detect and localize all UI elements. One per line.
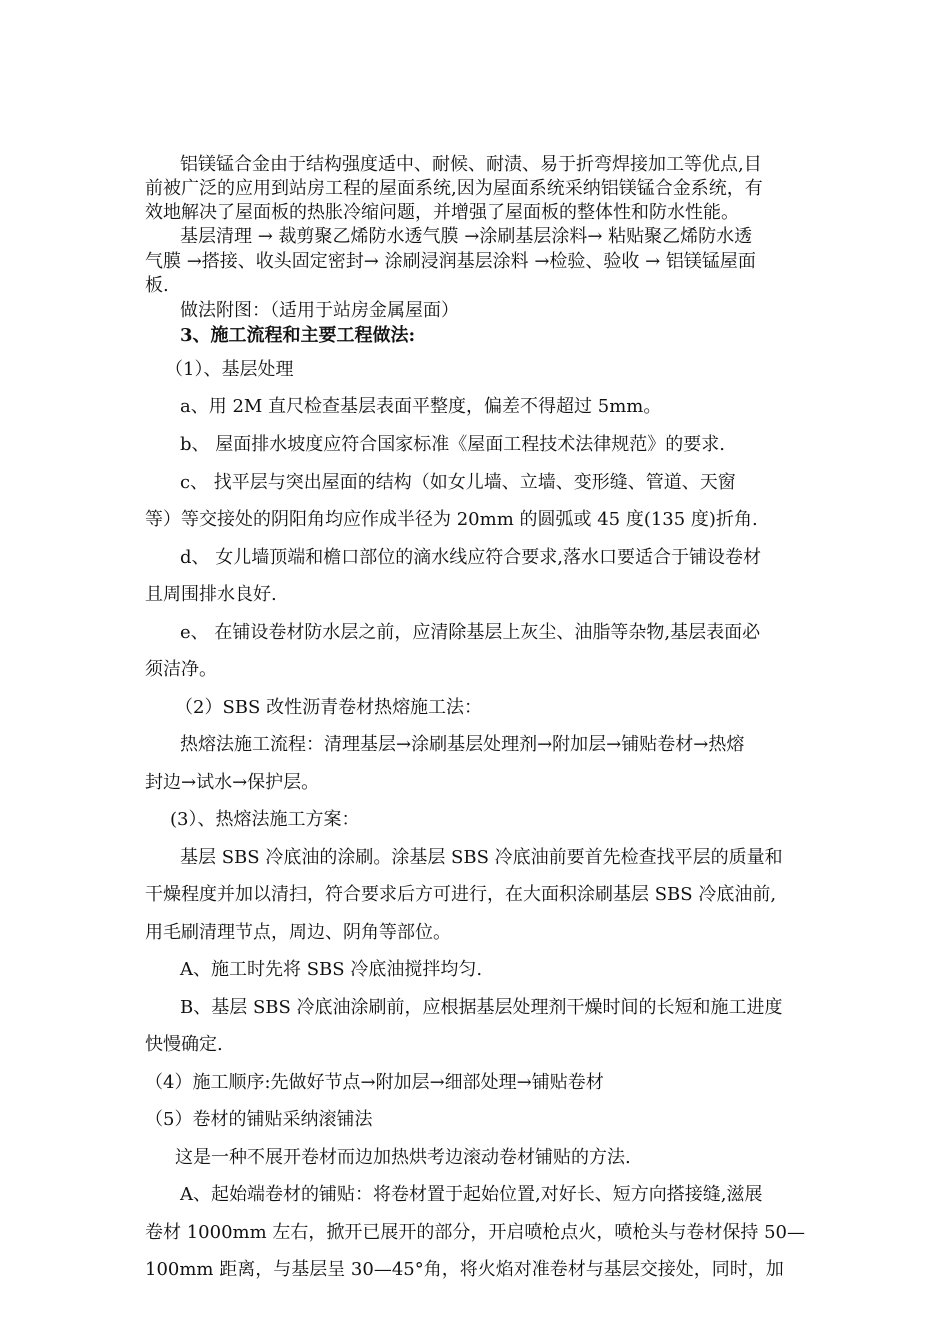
subsection-heading: （5）卷材的铺贴采纳滚铺法	[145, 1109, 373, 1130]
subsection-heading: （2）SBS 改性沥青卷材热熔施工法：	[175, 697, 483, 718]
text-line: 基层 SBS 冷底油的涂刷。涂基层 SBS 冷底油前要首先检查找平层的质量和	[180, 847, 783, 868]
text-line: 封边→试水→保护层。	[145, 772, 320, 793]
text-line: 等）等交接处的阴阳角均应作成半径为 20mm 的圆弧或 45 度(135 度)折角.	[145, 509, 758, 530]
text-line: A、施工时先将 SBS 冷底油搅拌均匀.	[180, 959, 483, 980]
text-line: 干燥程度并加以清扫，符合要求后方可进行，在大面积涂刷基层 SBS 冷底油前,	[145, 884, 777, 905]
subsection-heading: （4）施工顺序:先做好节点→附加层→细部处理→铺贴卷材	[145, 1072, 604, 1093]
text-line: 这是一种不展开卷材而边加热烘考边滚动卷材铺贴的方法.	[175, 1147, 631, 1168]
text-line: 前被广泛的应用到站房工程的屋面系统,因为屋面系统采纳铝镁锰合金系统，有	[145, 178, 763, 199]
text-line: 板.	[145, 275, 169, 296]
text-line: 须洁净。	[145, 659, 217, 680]
text-line: 基层清理 → 裁剪聚乙烯防水透气膜 →涂刷基层涂料→ 粘贴聚乙烯防水透	[180, 226, 753, 247]
text-line: 快慢确定.	[145, 1034, 223, 1055]
text-line: d、 女儿墙顶端和檐口部位的滴水线应符合要求,落水口要适合于铺设卷材	[180, 547, 761, 568]
text-line: a、用 2M 直尺检查基层表面平整度，偏差不得超过 5mm。	[180, 396, 662, 417]
text-line: c、 找平层与突出屋面的结构（如女儿墙、立墙、变形缝、管道、天窗	[180, 472, 736, 493]
text-line: 热熔法施工流程：清理基层→涂刷基层处理剂→附加层→铺贴卷材→热熔	[180, 734, 745, 755]
text-line: 气膜 →搭接、收头固定密封→ 涂刷浸润基层涂料 →检验、验收 → 铝镁锰屋面	[145, 251, 756, 272]
section-heading: 3、施工流程和主要工程做法:	[180, 325, 416, 346]
text-line: 效地解决了屋面板的热胀冷缩问题，并增强了屋面板的整体性和防水性能。	[145, 202, 739, 223]
text-line: 做法附图：（适用于站房金属屋面）	[180, 300, 459, 321]
text-line: 100mm 距离，与基层呈 30—45°角，将火焰对准卷材与基层交接处，同时，加	[145, 1259, 784, 1280]
subsection-heading: （1）、基层处理	[165, 359, 294, 380]
text-line: A、起始端卷材的铺贴：将卷材置于起始位置,对好长、短方向搭接缝,滋展	[180, 1184, 763, 1205]
text-line: 卷材 1000mm 左右，掀开已展开的部分，开启喷枪点火，喷枪头与卷材保持 50—	[145, 1222, 806, 1243]
text-line: 铝镁锰合金由于结构强度适中、耐候、耐渍、易于折弯焊接加工等优点,目	[180, 154, 762, 175]
text-line: 用毛刷清理节点，周边、阴角等部位。	[145, 922, 451, 943]
text-line: B、基层 SBS 冷底油涂刷前，应根据基层处理剂干燥时间的长短和施工进度	[180, 997, 783, 1018]
subsection-heading: (3）、热熔法施工方案：	[170, 809, 360, 830]
text-line: e、 在铺设卷材防水层之前，应清除基层上灰尘、油脂等杂物,基层表面必	[180, 622, 761, 643]
text-line: 且周围排水良好.	[145, 584, 277, 605]
text-line: b、 屋面排水坡度应符合国家标准《屋面工程技术法律规范》的要求.	[180, 434, 725, 455]
